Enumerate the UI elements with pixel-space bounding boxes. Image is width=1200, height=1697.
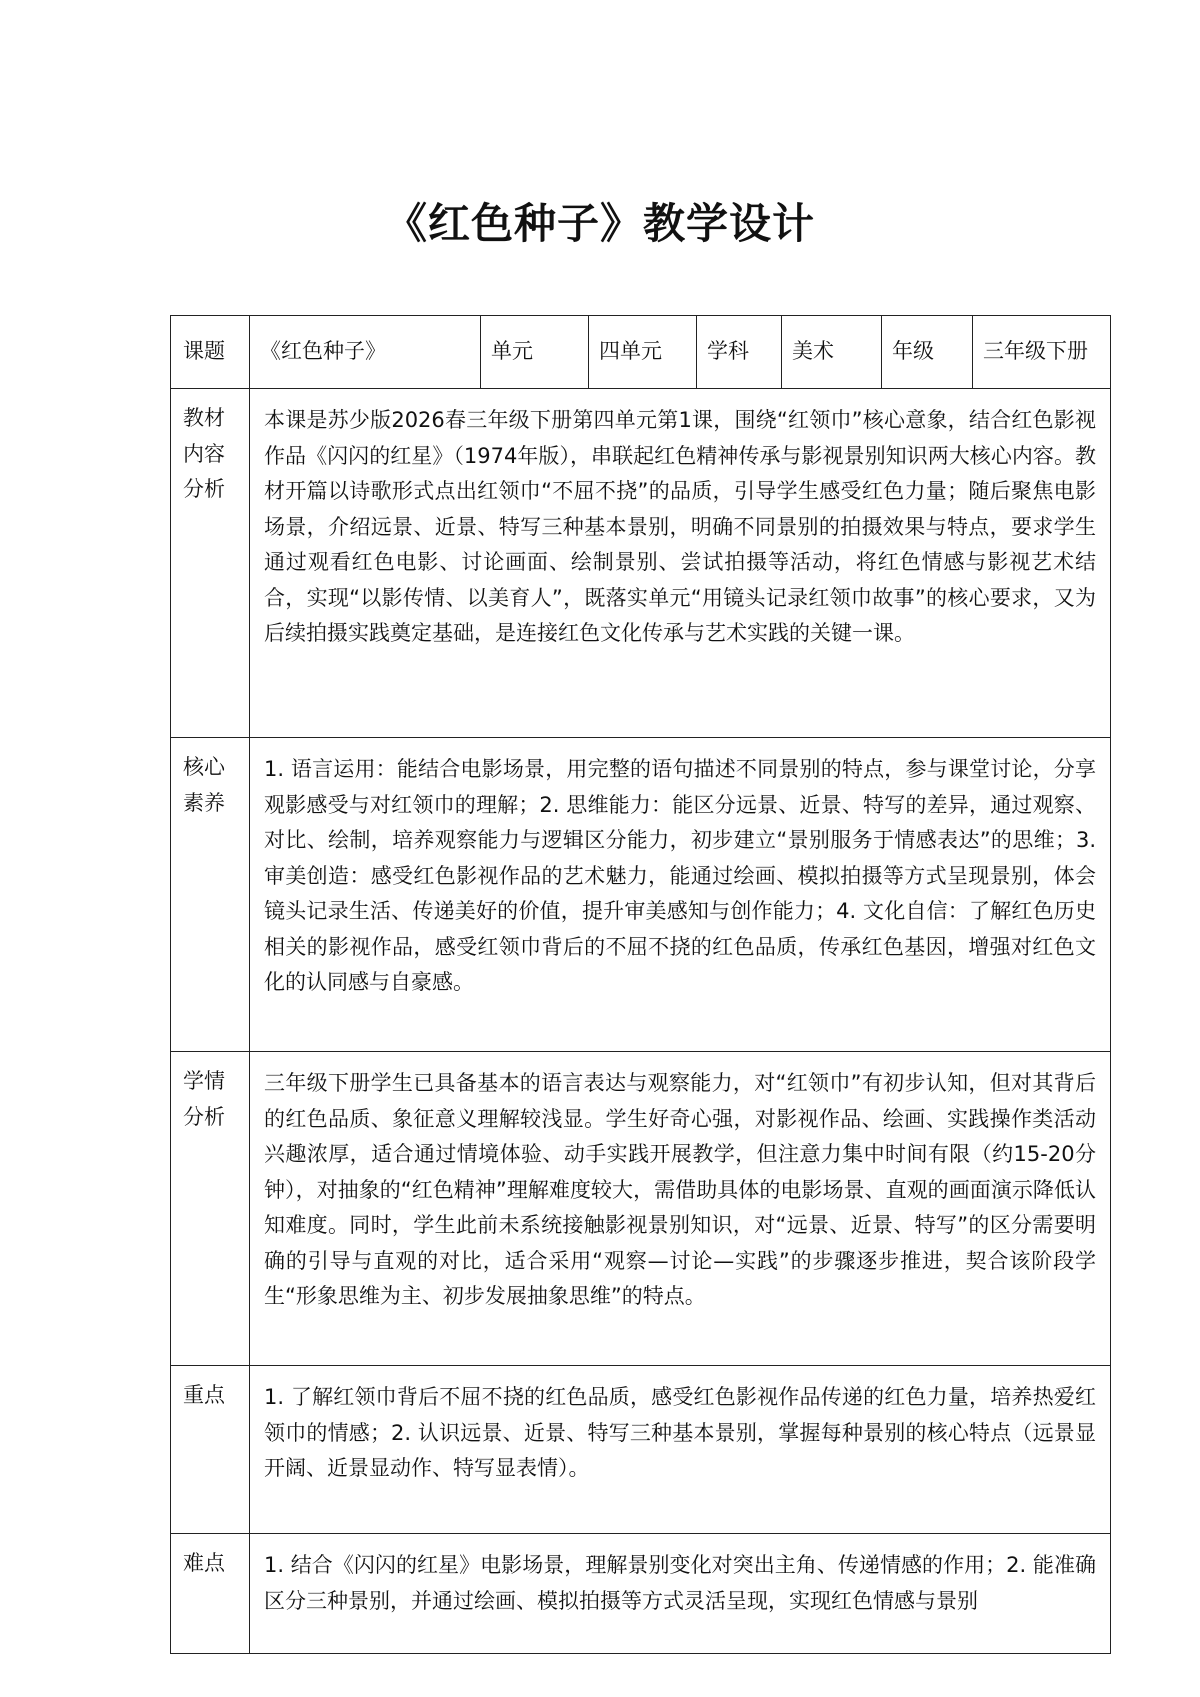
section-content-key-points: 1. 了解红领巾背后不屈不挠的红色品质，感受红色影视作品传递的红色力量，培养热爱红领巾的情感；2. 认识远景、近景、特写三种基本景别，掌握每种景别的核心特点（远景显开阔、近景显动作、特写显表情）。 — [250, 1366, 1111, 1534]
section-row-difficulties — [171, 1534, 1111, 1654]
section-row-textbook-analysis — [171, 389, 1111, 738]
lesson-design-table — [170, 315, 1111, 1654]
section-label-textbook-analysis: 教材内容分析 — [171, 389, 250, 738]
unit-value: 四单元 — [589, 316, 697, 389]
section-label-student-analysis: 学情分析 — [171, 1052, 250, 1366]
topic-value: 《红色种子》 — [250, 316, 481, 389]
section-label-difficulties: 难点 — [171, 1534, 250, 1654]
subject-value: 美术 — [782, 316, 882, 389]
section-content-difficulties: 1. 结合《闪闪的红星》电影场景，理解景别变化对突出主角、传递情感的作用；2. 能准确区分三种景别，并通过绘画、模拟拍摄等方式灵活呈现，实现红色情感与景别 — [250, 1534, 1111, 1654]
section-content-textbook-analysis: 本课是苏少版2026春三年级下册第四单元第1课，围绕“红领巾”核心意象，结合红色影视作品《闪闪的红星》（1974年版），串联起红色精神传承与影视景别知识两大核心内容。教材开篇以诗歌形式点出红领巾“不屈不挠”的品质，引导学生感受红色力量；随后聚焦电影场景，介绍远景、近景、特写三种基本景别，明确不同景别的拍摄效果与特点，要求学生通过观看红色电影、讨论画面、绘制景别、尝试拍摄等活动，将红色情感与影视艺术结合，实现“以影传情、以美育人”，既落实单元“用镜头记录红领巾故事”的核心要求，又为后续拍摄实践奠定基础，是连接红色文化传承与艺术实践的关键一课。 — [250, 389, 1111, 738]
section-label-core-literacy: 核心素养 — [171, 738, 250, 1052]
grade-value: 三年级下册 — [973, 316, 1111, 389]
page-title: 《红色种子》教学设计 — [384, 199, 815, 248]
section-content-core-literacy: 1. 语言运用：能结合电影场景，用完整的语句描述不同景别的特点，参与课堂讨论，分享观影感受与对红领巾的理解；2. 思维能力：能区分远景、近景、特写的差异，通过观察、对比、绘制，培养观察能力与逻辑区分能力，初步建立“景别服务于情感表达”的思维；3. 审美创造：感受红色影视作品的艺术魅力，能通过绘画、模拟拍摄等方式呈现景别，体会镜头记录生活、传递美好的价值，提升审美感知与创作能力；4. 文化自信：了解红色历史相关的影视作品，感受红领巾背后的不屈不挠的红色品质，传承红色基因，增强对红色文化的认同感与自豪感。 — [250, 738, 1111, 1052]
section-row-key-points — [171, 1366, 1111, 1534]
section-row-student-analysis — [171, 1052, 1111, 1366]
header-row — [171, 316, 1111, 389]
section-row-core-literacy — [171, 738, 1111, 1052]
section-content-student-analysis: 三年级下册学生已具备基本的语言表达与观察能力，对“红领巾”有初步认知，但对其背后的红色品质、象征意义理解较浅显。学生好奇心强，对影视作品、绘画、实践操作类活动兴趣浓厚，适合通过情境体验、动手实践开展教学，但注意力集中时间有限（约15-20分钟），对抽象的“红色精神”理解难度较大，需借助具体的电影场景、直观的画面演示降低认知难度。同时，学生此前未系统接触影视景别知识，对“远景、近景、特写”的区分需要明确的引导与直观的对比，适合采用“观察—讨论—实践”的步骤逐步推进，契合该阶段学生“形象思维为主、初步发展抽象思维”的特点。 — [250, 1052, 1111, 1366]
section-label-key-points: 重点 — [171, 1366, 250, 1534]
topic-label: 课题 — [171, 316, 250, 389]
grade-label: 年级 — [882, 316, 973, 389]
unit-label: 单元 — [481, 316, 589, 389]
subject-label: 学科 — [697, 316, 782, 389]
